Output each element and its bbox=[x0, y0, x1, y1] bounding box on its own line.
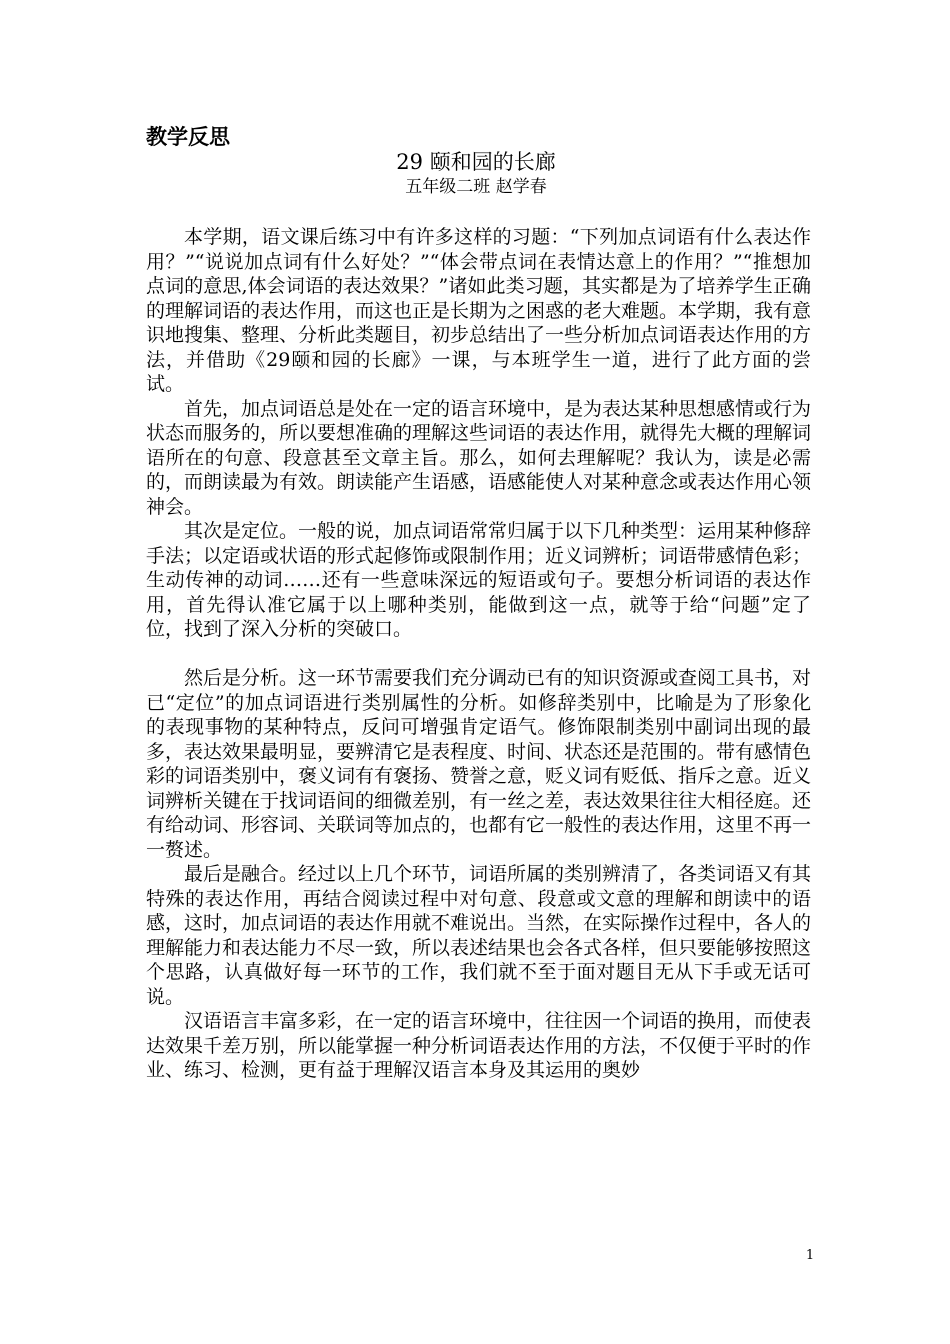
author-byline: 五年级二班 赵学春 bbox=[405, 177, 547, 197]
paragraph-intro: 本学期，语文课后练习中有许多这样的习题：“下列加点词语有什么表达作用？”“说说加点词有什么好处？”“体会带点词在表情达意上的作用？”“推想加点词的意思,体会词语的表达效果？”诸如此类习题，其实都是为了培养学生正确的理解词语的表达作用，而这也正是长期为之困惑的老大难题。本学期，我有意识地搜集、整理、分析此类题目，初步总结出了一些分析加点词语表达作用的方法，并借助《29颐和园的长廊》一课，与本班学生一道，进行了此方面的尝试。 bbox=[146, 226, 812, 395]
section-heading: 教学反思 bbox=[146, 125, 230, 149]
paragraph-conclusion: 汉语语言丰富多彩，在一定的语言环境中，往往因一个词语的换用，而使表达效果千差万别，所以能掌握一种分析词语表达作用的方法，不仅便于平时的作业、练习、检测，更有益于理解汉语言本身及其运用的奥妙 bbox=[146, 1010, 812, 1081]
paragraph-third: 然后是分析。这一环节需要我们充分调动已有的知识资源或查阅工具书，对已“定位”的加点词语进行类别属性的分析。如修辞类别中，比喻是为了形象化的表现事物的某种特点，反问可增强肯定语气。修饰限制类别中副词出现的最多，表达效果最明显，要辨清它是表程度、时间、状态还是范围的。带有感情色彩的词语类别中，褒义词有有褒扬、赞誉之意，贬义词有贬低、指斥之意。近义词辨析关键在于找词语间的细微差别，有一丝之差，表达效果往往大相径庭。还有给动词、形容词、关联词等加点的，也都有它一般性的表达作用，这里不再一一赘述。 bbox=[146, 667, 812, 861]
paragraph-second: 其次是定位。一般的说，加点词语常常归属于以下几种类型：运用某种修辞手法；以定语或状语的形式起修饰或限制作用；近义词辨析；词语带感情色彩；生动传神的动词……还有一些意味深远的短语或句子。要想分析词语的表达作用，首先得认准它属于以上哪种类别，能做到这一点，就等于给“问题”定了位，找到了深入分析的突破口。 bbox=[146, 520, 812, 640]
essay-title: 29 颐和园的长廊 bbox=[396, 150, 556, 174]
paragraph-first: 首先，加点词语总是处在一定的语言环境中，是为表达某种思想感情或行为状态而服务的，所以要想准确的理解这些词语的表达作用，就得先大概的理解词语所在的句意、段意甚至文章主旨。那么，如何去理解呢？我认为，读是必需的，而朗读最为有效。朗读能产生语感，语感能使人对某种意念或表达作用心领神会。 bbox=[146, 397, 812, 518]
page-number: 1 bbox=[805, 1248, 815, 1263]
paragraph-fourth: 最后是融合。经过以上几个环节，词语所属的类别辨清了，各类词语又有其特殊的表达作用，再结合阅读过程中对句意、段意或文意的理解和朗读中的语感，这时，加点词语的表达作用就不难说出。当然，在实际操作过程中，各人的理解能力和表达能力不尽一致，所以表述结果也会各式各样，但只要能够按照这个思路，认真做好每一环节的工作，我们就不至于面对题目无从下手或无话可说。 bbox=[146, 863, 812, 1008]
essay-body bbox=[146, 225, 811, 1083]
